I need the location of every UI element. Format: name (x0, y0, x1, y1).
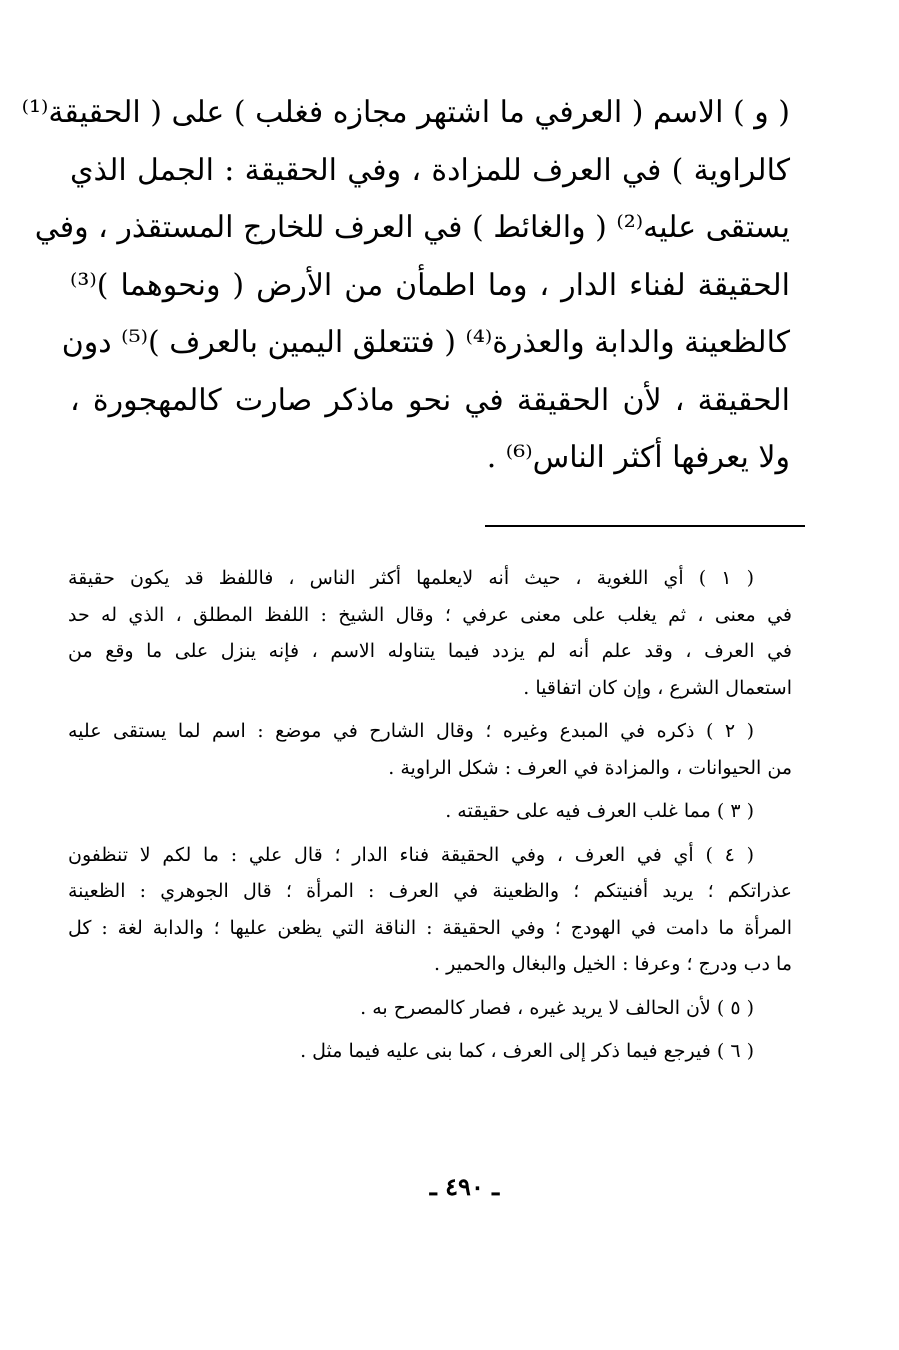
main-text-line: يستقى عليه⁽²⁾ ( والغائط ) في العرف للخارج المستقذر ، وفي (34, 210, 790, 245)
main-text-line: الحقيقة لفناء الدار ، وما اطمأن من الأرض ( ونحوهما )⁽³⁾ (70, 267, 790, 303)
footnote-line: ( ٣ ) مما غلب العرف فيه على حقيقته . (445, 800, 754, 822)
footnotes-block (68, 560, 792, 1077)
footnote-line: في معنى ، ثم يغلب على معنى عرفي ؛ وقال الشيخ : اللفظ المطلق ، الذي له حد (68, 603, 792, 626)
footnote-5 (68, 990, 792, 1027)
footnote-separator (485, 525, 805, 527)
main-text-block (21, 84, 790, 487)
footnote-1 (68, 560, 792, 706)
main-text-line: ولا يعرفها أكثر الناس⁽⁶⁾ . (486, 440, 790, 475)
footnote-line: ( ١ ) أي اللغوية ، حيث أنه لايعلمها أكثر الناس ، فاللفظ قد يكون حقيقة (68, 567, 754, 589)
page-number: ـ ٤٩٠ ـ (429, 1172, 500, 1201)
footnote-line: من الحيوانات ، والمزادة في العرف : شكل الراوية . (388, 756, 792, 779)
footnote-line: المرأة ما دامت في الهودج ؛ وفي الحقيقة : الناقة التي يظعن عليها ؛ والدابة لغة : كل (68, 916, 793, 939)
main-text-line: كالراوية ) في العرف للمزادة ، وفي الحقيقة : الجمل الذي (70, 152, 790, 188)
main-text-line: كالظعينة والدابة والعذرة⁽⁴⁾ ( فتتعلق اليمين بالعرف )⁽⁵⁾ دون (61, 325, 790, 360)
footnote-4 (68, 837, 792, 983)
footnote-line: عذراتكم ؛ يريد أفنيتكم ؛ والظعينة في العرف : المرأة ؛ قال الجوهري : الظعينة (68, 880, 792, 902)
footnote-line: ( ٥ ) لأن الحالف لا يريد غيره ، فصار كالمصرح به . (360, 996, 754, 1019)
main-text-line: الحقيقة ، لأن الحقيقة في نحو ماذكر صارت كالمهجورة ، (70, 382, 790, 418)
footnote-6 (68, 1033, 792, 1070)
footnote-line: استعمال الشرع ، وإن كان اتفاقيا . (523, 676, 792, 699)
footnote-line: ( ٤ ) أي في العرف ، وفي الحقيقة فناء الدار ؛ قال علي : ما لكم لا تنظفون (68, 843, 755, 866)
footnote-line: في العرف ، وقد علم أنه لم يزدد فيما يتناوله الاسم ، فإنه ينزل على ما وقع من (68, 640, 792, 662)
footnote-2 (68, 713, 792, 786)
main-text-line: ( و ) الاسم ( العرفي ما اشتهر مجازه فغلب ) على ( الحقيقة⁽¹⁾ (21, 95, 790, 130)
footnote-3 (68, 793, 792, 830)
footnote-line: ما دب ودرج ؛ وعرفا : الخيل والبغال والحمير . (434, 953, 792, 975)
footnote-line: ( ٢ ) ذكره في المبدع وغيره ؛ وقال الشارح في موضع : اسم لما يستقى عليه (68, 720, 754, 742)
footnote-line: ( ٦ ) فيرجع فيما ذكر إلى العرف ، كما بنى عليه فيما مثل . (300, 1040, 754, 1062)
